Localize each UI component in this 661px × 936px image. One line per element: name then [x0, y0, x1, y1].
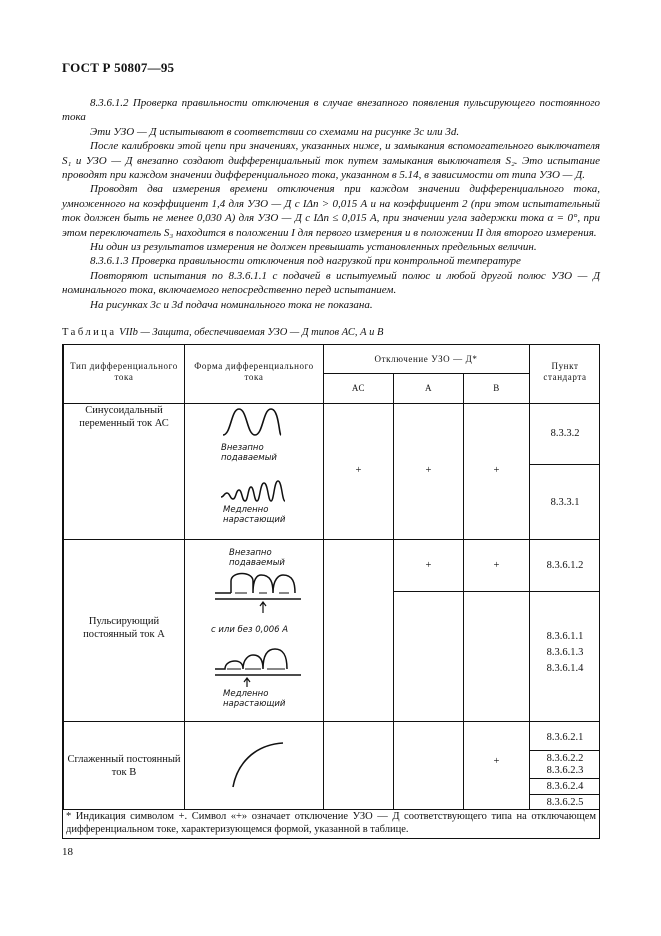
row-smoothed-b-mark: +	[493, 756, 500, 767]
table-caption-text: VIIb — Защита, обеспечиваемая УЗО — Д типов АС, А и В	[119, 327, 384, 338]
paragraph-8-3-6-1-3: 8.3.6.1.3 Проверка правильности отключения под нагрузкой при контрольной температуре	[90, 255, 521, 268]
paragraph-8-3-6-1-2: 8.3.6.1.2 Проверка правильности отключения в случае внезапного появления пульсирующего постоянного тока	[62, 97, 600, 124]
row-pulsating-label-rising: Медленно нарастающий	[223, 689, 286, 709]
header-type-b: В	[493, 383, 500, 393]
row-sinusoidal-a-mark: +	[425, 465, 432, 476]
row-pulsating-label-sudden: Внезапно подаваемый	[229, 548, 285, 568]
paragraph-limits: Ни один из результатов измерения не должен превышать установленных предельных величин.	[90, 241, 537, 254]
row-smoothed-type: Сглаженный постоянный ток В	[67, 754, 181, 778]
paragraph-schemes: Эти УЗО — Д испытывают в соответствии со схемами на рисунке 3с или 3d.	[90, 125, 460, 138]
header-type-ac: АС	[351, 383, 366, 393]
table-caption	[62, 327, 383, 338]
row-pulsating-clause-1: 8.3.6.1.2	[546, 560, 584, 571]
pulsating-sudden-waveform-icon	[213, 571, 303, 615]
body-text	[62, 96, 600, 312]
row-sinusoidal-label-rising: Медленно нарастающий	[223, 505, 286, 525]
row-smoothed-clause-3: 8.3.6.2.3	[546, 765, 584, 776]
protection-table	[62, 344, 600, 839]
row-smoothed-clause-2: 8.3.6.2.2	[546, 753, 584, 764]
document-header: ГОСТ Р 50807—95	[62, 60, 175, 75]
row-sinusoidal-ac-mark: +	[355, 465, 362, 476]
table-footnote: * Индикация символом +. Символ «+» означает отключение УЗО — Д соответствующего типа на отключающем дифференциальном токе, характеризующемся формой, указанной в таблице.	[66, 811, 596, 836]
row-sinusoidal-label-sudden: Внезапно подаваемый	[221, 443, 277, 463]
paragraph-measurements: Проводят два измерения времени отключения при каждом значении дифференциального тока, умноженного на коэффициент 1,4 для УЗО — Д с IΔn > 0,015 А и на коэффициент 2 (при этом испытательный ток должен быть не менее 0,030 А) для УЗО — Д с IΔn ≤ 0,015 А, при значении угла задержки тока α = 0°, при этом переключатель S₃ находится в положении I для первого измерения и в положении II для второго измерения.	[62, 183, 600, 239]
row-sinusoidal-clause-1: 8.3.3.2	[550, 428, 580, 439]
header-current-type: Тип дифференциального тока	[70, 361, 178, 382]
row-pulsating-label-offset: с или без 0,006 А	[211, 625, 289, 635]
row-sinusoidal-b-mark: +	[493, 465, 500, 476]
row-sinusoidal-type: Синусоидальный переменный ток АС	[79, 405, 169, 429]
sine-sudden-waveform-icon	[221, 405, 291, 441]
row-smoothed-clause-1: 8.3.6.2.1	[546, 732, 584, 743]
row-smoothed-clause-5: 8.3.6.2.5	[546, 797, 584, 808]
sine-rising-waveform-icon	[219, 479, 289, 505]
row-pulsating-type: Пульсирующий постоянный ток А	[83, 616, 165, 640]
paragraph-figures-note: На рисунках 3с и 3d подача номинального тока не показана.	[90, 298, 373, 311]
page-number: 18	[62, 846, 73, 858]
header-type-a: А	[424, 383, 433, 393]
row-pulsating-b-mark: +	[493, 560, 500, 571]
paragraph-calibration: После калибровки этой цепи при значениях, указанных ниже, и замыкания вспомогательного выключателя S₁ и УЗО — Д внезапно создают дифференциальный ток путем замыкания выключателя S₂. Это испытание проводят при каждом значении дифференциального тока, указанном в 5.14, в зависимости от типа УЗО — Д.	[62, 140, 600, 182]
row-sinusoidal-clause-2: 8.3.3.1	[550, 497, 580, 508]
paragraph-repeat-tests: Повторяют испытания по 8.3.6.1.1 с подачей в испытуемый полюс и любой другой полюс УЗО — Д номинального тока, включаемого непосредственно перед испытанием.	[62, 269, 600, 297]
row-pulsating-a-mark: +	[425, 560, 432, 571]
smoothed-dc-waveform-icon	[231, 741, 287, 789]
pulsating-rising-waveform-icon	[213, 643, 303, 687]
row-pulsating-clause-4: 8.3.6.1.4	[546, 663, 584, 674]
header-current-form: Форма дифференциального тока	[194, 361, 314, 382]
row-pulsating-clause-2: 8.3.6.1.1	[546, 631, 584, 642]
row-pulsating-clause-3: 8.3.6.1.3	[546, 647, 584, 658]
header-trip: Отключение УЗО — Д*	[374, 354, 478, 364]
table-caption-label: Таблица	[62, 327, 117, 338]
row-smoothed-clause-4: 8.3.6.2.4	[546, 781, 584, 792]
header-clause: Пункт стандарта	[543, 361, 587, 382]
